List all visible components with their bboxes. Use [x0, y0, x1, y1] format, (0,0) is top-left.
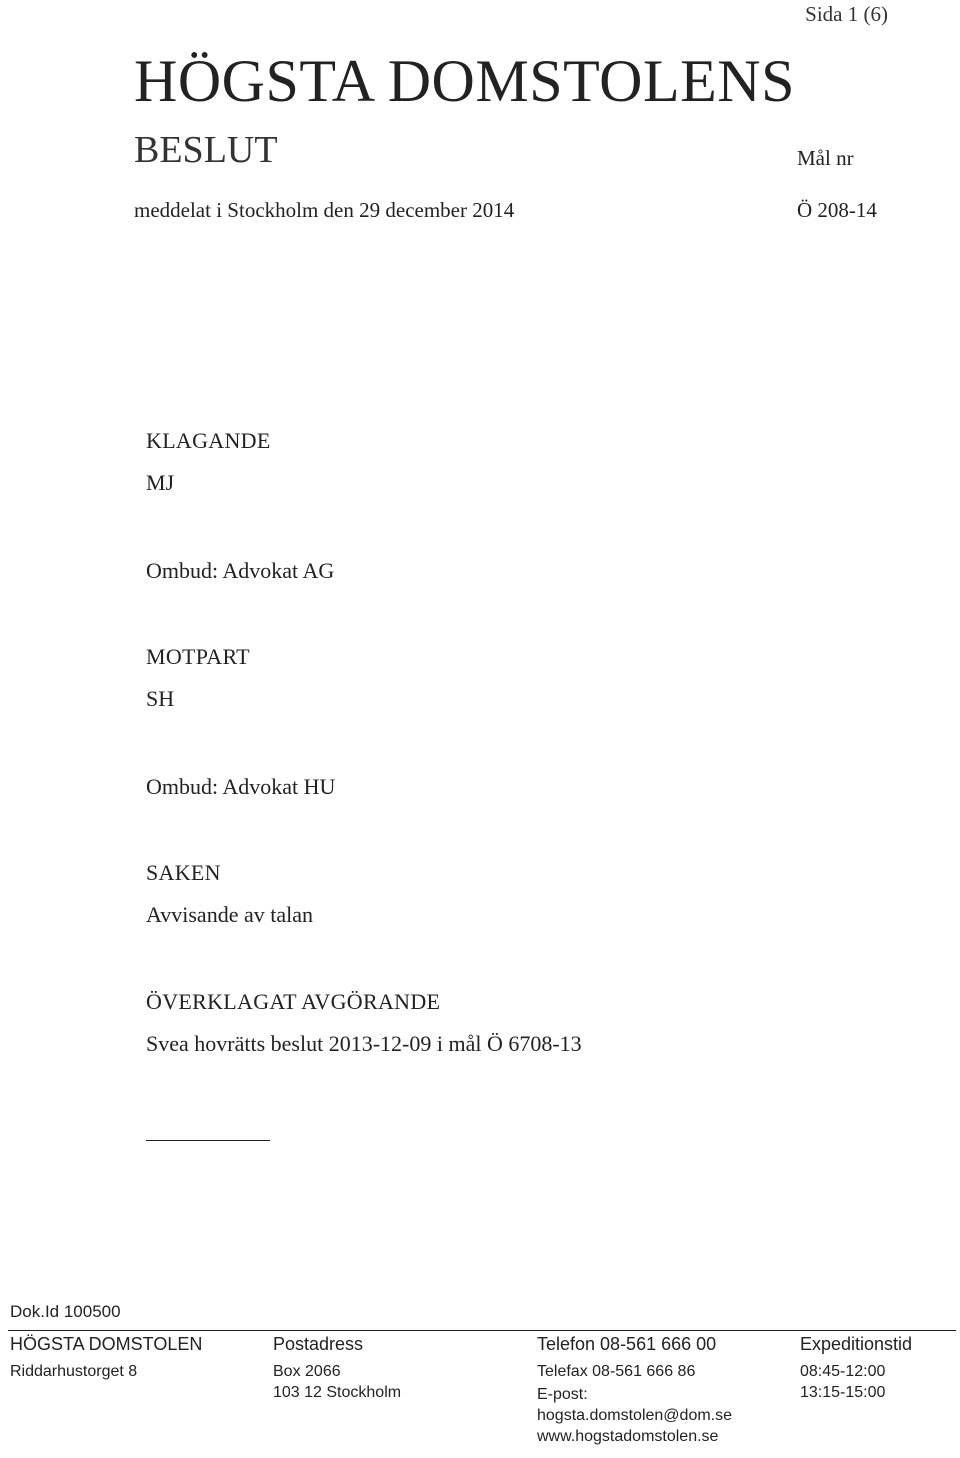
- footer-hours-afternoon: 13:15-15:00: [800, 1384, 886, 1401]
- footer-postal-heading: Postadress: [273, 1334, 364, 1354]
- matter-heading: SAKEN: [146, 860, 221, 885]
- court-name: HÖGSTA DOMSTOLENS: [134, 48, 795, 114]
- page-number: Sida 1 (6): [805, 2, 888, 26]
- footer-website-link[interactable]: www.hogstadomstolen.se: [537, 1428, 719, 1445]
- case-number: Ö 208-14: [797, 198, 877, 222]
- footer-email-link[interactable]: hogsta.domstolen@dom.se: [537, 1407, 733, 1424]
- respondent-heading: MOTPART: [146, 644, 250, 669]
- footer-postal: [273, 1334, 401, 1403]
- footer-fax: Telefax 08-561 666 86: [537, 1363, 696, 1380]
- footer-hours-heading: Expeditionstid: [800, 1334, 913, 1354]
- document-type: BESLUT: [134, 129, 278, 171]
- document-id: Dok.Id 100500: [10, 1302, 121, 1321]
- matter-section: [146, 858, 313, 929]
- appellant-section: [146, 426, 271, 497]
- respondent-section: [146, 642, 250, 713]
- respondent-name: SH: [146, 685, 175, 711]
- case-number-label: Mål nr: [797, 146, 854, 170]
- footer-hours: [800, 1334, 912, 1403]
- issued-date: meddelat i Stockholm den 29 december 2014: [134, 198, 515, 222]
- footer-postal-box: Box 2066: [273, 1363, 341, 1380]
- appellant-heading: KLAGANDE: [146, 428, 271, 453]
- footer-divider: [8, 1330, 956, 1331]
- appealed-section: [146, 987, 582, 1058]
- section-divider: [146, 1140, 270, 1141]
- appealed-text: Svea hovrätts beslut 2013-12-09 i mål Ö 6708-13: [146, 1030, 582, 1056]
- footer-postal-city: 103 12 Stockholm: [273, 1384, 402, 1401]
- respondent-counsel: Ombud: Advokat HU: [146, 774, 336, 799]
- appellant-name: MJ: [146, 469, 175, 495]
- footer-phone: Telefon 08-561 666 00: [537, 1334, 717, 1354]
- footer-hours-morning: 08:45-12:00: [800, 1363, 886, 1380]
- footer-contact: [537, 1334, 732, 1447]
- footer-email-label: E-post:: [537, 1386, 588, 1403]
- footer-court-name: HÖGSTA DOMSTOLEN: [10, 1334, 203, 1354]
- footer-court: [10, 1334, 202, 1382]
- appealed-heading: ÖVERKLAGAT AVGÖRANDE: [146, 989, 441, 1014]
- appellant-counsel: Ombud: Advokat AG: [146, 558, 335, 583]
- footer-court-street: Riddarhustorget 8: [10, 1363, 138, 1380]
- matter-text: Avvisande av talan: [146, 901, 313, 927]
